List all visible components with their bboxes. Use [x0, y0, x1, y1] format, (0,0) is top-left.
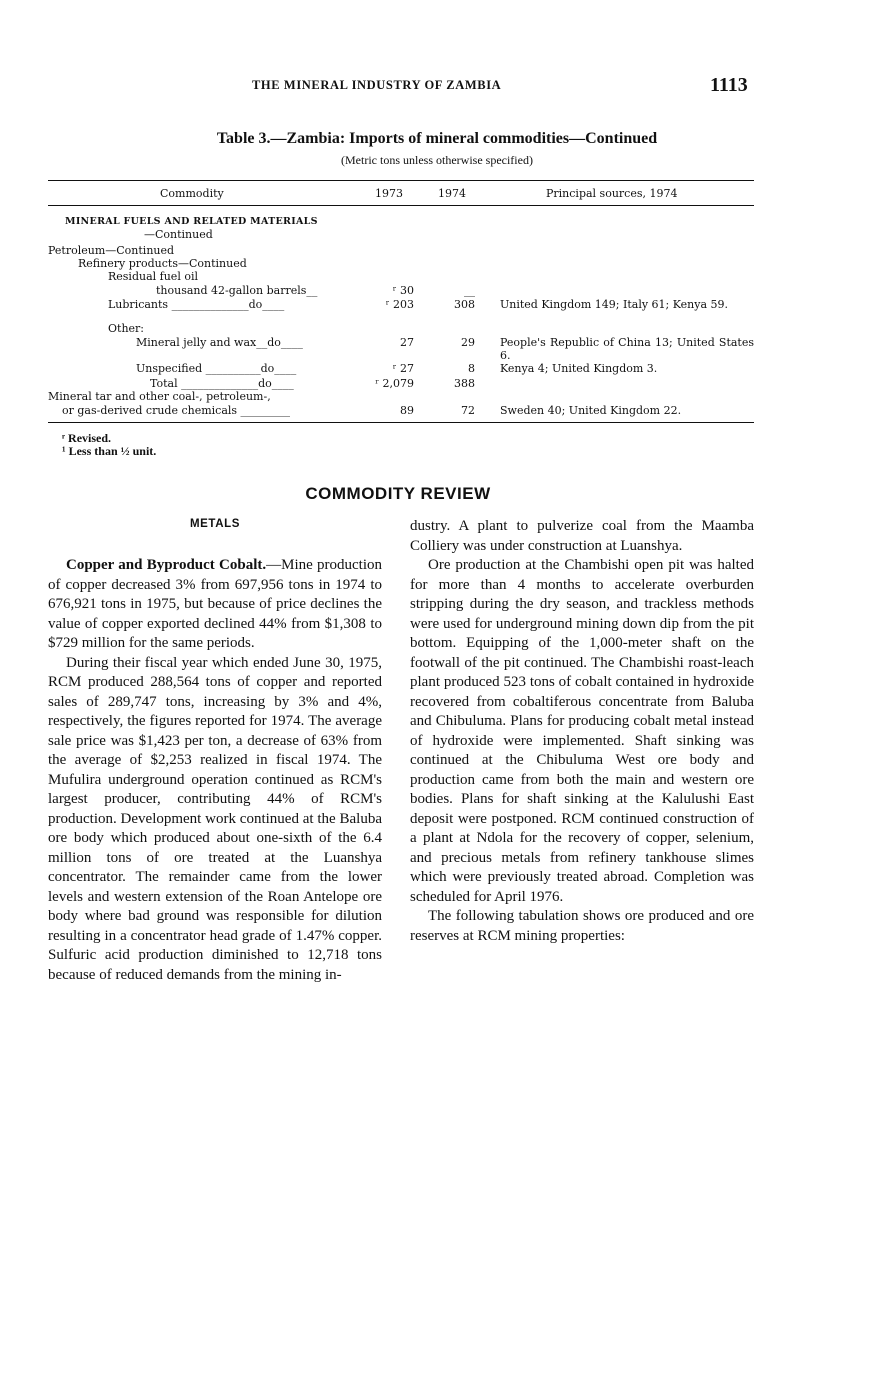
row-commodity: or gas-derived crude chemicals _________: [62, 404, 291, 417]
runin-heading: Copper and Byproduct Cobalt.: [66, 557, 267, 573]
right-column: [410, 517, 754, 946]
row-sources: Kenya 4; United Kingdom 3.: [500, 362, 658, 375]
row-value-1974: 72: [461, 404, 475, 417]
page-number: 1113: [710, 74, 748, 96]
table-subtitle: (Metric tons unless otherwise specified): [341, 153, 533, 167]
row-commodity: Residual fuel oil: [108, 270, 198, 283]
row-value-1973: 89: [400, 404, 414, 417]
row-value-1974: __: [464, 284, 475, 297]
row-value-1973: ʳ 203: [385, 298, 414, 311]
row-commodity: Lubricants ______________do____: [108, 298, 285, 311]
paragraph-text: Ore production at the Chambishi open pit was halted for more than 4 months to accelerate overburden stripping during the dry season, and trackless methods were used for underground mining down dip from the pit bottom. Equipping of the 1,000-meter shaft on the footwall of the pit continued. The Chambishi roast-leach plant produced 523 tons of cobalt contained in hydroxide recovered from cobaltiferous concentrate from Baluba and Chibuluma. Plans for producing cobalt metal instead of hydroxide were implemented. Shaft sinking was continued at the Chibuluma West ore body and production came from both the main and western ore bodies. Plans for shaft sinking at the Kalulushi East deposit were postponed. RCM continued construction of a plant at Ndola for the recovery of copper, selenium, and precious metals from refinery tankhouse slimes which were previously treated abroad. Completion was scheduled for April 1976.: [410, 557, 754, 905]
table-footnotes: [62, 432, 156, 458]
imports-table: [48, 180, 754, 423]
paragraph: [48, 556, 382, 654]
column-header-sources: Principal sources, 1974: [546, 187, 678, 200]
paragraph-text: The following tabulation shows ore produced and ore reserves at RCM mining properties:: [410, 908, 754, 944]
row-commodity: Petroleum—Continued: [48, 244, 175, 257]
row-sources: People's Republic of China 13; United States 6.: [500, 336, 754, 362]
row-commodity: Mineral tar and other coal-, petroleum-,: [48, 390, 271, 403]
row-value-1973: 27: [400, 336, 414, 349]
row-sources: Sweden 40; United Kingdom 22.: [500, 404, 682, 417]
table-title: Table 3.—Zambia: Imports of mineral commodities—Continued: [216, 130, 658, 147]
footnote-less-than-half: ¹ Less than ½ unit.: [62, 444, 157, 458]
table-bottom-rule: [48, 422, 754, 423]
metals-heading: METALS: [189, 518, 241, 530]
row-commodity: Refinery products—Continued: [78, 257, 247, 270]
paragraph-text: dustry. A plant to pulverize coal from the Maamba Colliery was under construction at Luanshya.: [410, 518, 754, 554]
table-header: [48, 181, 754, 205]
row-value-1974: 29: [461, 336, 475, 349]
column-header-1974: 1974: [438, 187, 466, 200]
row-value-1974: 8: [468, 362, 475, 375]
row-commodity: Other:: [108, 322, 144, 335]
row-commodity: Mineral jelly and wax__do____: [136, 336, 303, 349]
row-value-1973: ʳ 2,079: [375, 377, 414, 390]
commodity-review-heading: COMMODITY REVIEW: [305, 484, 491, 503]
table-body: [48, 206, 754, 422]
row-commodity: thousand 42-gallon barrels__: [156, 284, 318, 297]
row-commodity: Unspecified __________do____: [136, 362, 297, 375]
paragraph: [410, 556, 754, 907]
row-sources: United Kingdom 149; Italy 61; Kenya 59.: [500, 298, 729, 311]
column-header-1973: 1973: [375, 187, 403, 200]
column-header-commodity: Commodity: [160, 187, 224, 200]
paragraph: [410, 517, 754, 556]
running-head: [0, 76, 874, 100]
row-commodity: —Continued: [144, 228, 213, 241]
row-value-1973: ʳ 27: [392, 362, 414, 375]
row-commodity: MINERAL FUELS AND RELATED MATERIALS: [65, 216, 318, 227]
row-value-1974: 388: [454, 377, 475, 390]
row-value-1973: ʳ 30: [392, 284, 414, 297]
row-value-1974: 308: [454, 298, 475, 311]
paragraph-text: —Mine production of copper decreased 3% from 697,956 tons in 1974 to 676,921 tons in 1975, but because of price declines the value of copper exported declined 44% from $1,308 to $729 million for the same periods.: [48, 557, 382, 651]
footnote-revised: ʳ Revised.: [62, 431, 112, 445]
paragraph: [410, 907, 754, 946]
left-column: [48, 556, 382, 985]
running-title: THE MINERAL INDUSTRY OF ZAMBIA: [252, 78, 502, 92]
paragraph-text: During their fiscal year which ended June 30, 1975, RCM produced 288,564 tons of copper and reported sales of 289,747 tons, increasing by 3% and 4%, respectively, the figures reported for 1974. The average sale price was $1,423 per ton, a decrease of 63% from the average of $2,253 realized in fiscal 1974. The Mufulira underground operation continued as RCM's largest producer, contributing 44% of RCM's production. Development work continued at the Baluba ore body which produced about one-sixth of the 6.4 million tons of ore treated at the Luanshya concentrator. The remainder came from the lower levels and western extension of the Roan Antelope ore body where bad ground was responsible for dilution resulting in a concentrator head grade of 1.47% copper. Sulfuric acid production diminished to 12,718 tons because of reduced demands from the mining in-: [48, 654, 382, 983]
row-commodity: Total ______________do____: [150, 377, 294, 390]
paragraph: [48, 654, 382, 986]
